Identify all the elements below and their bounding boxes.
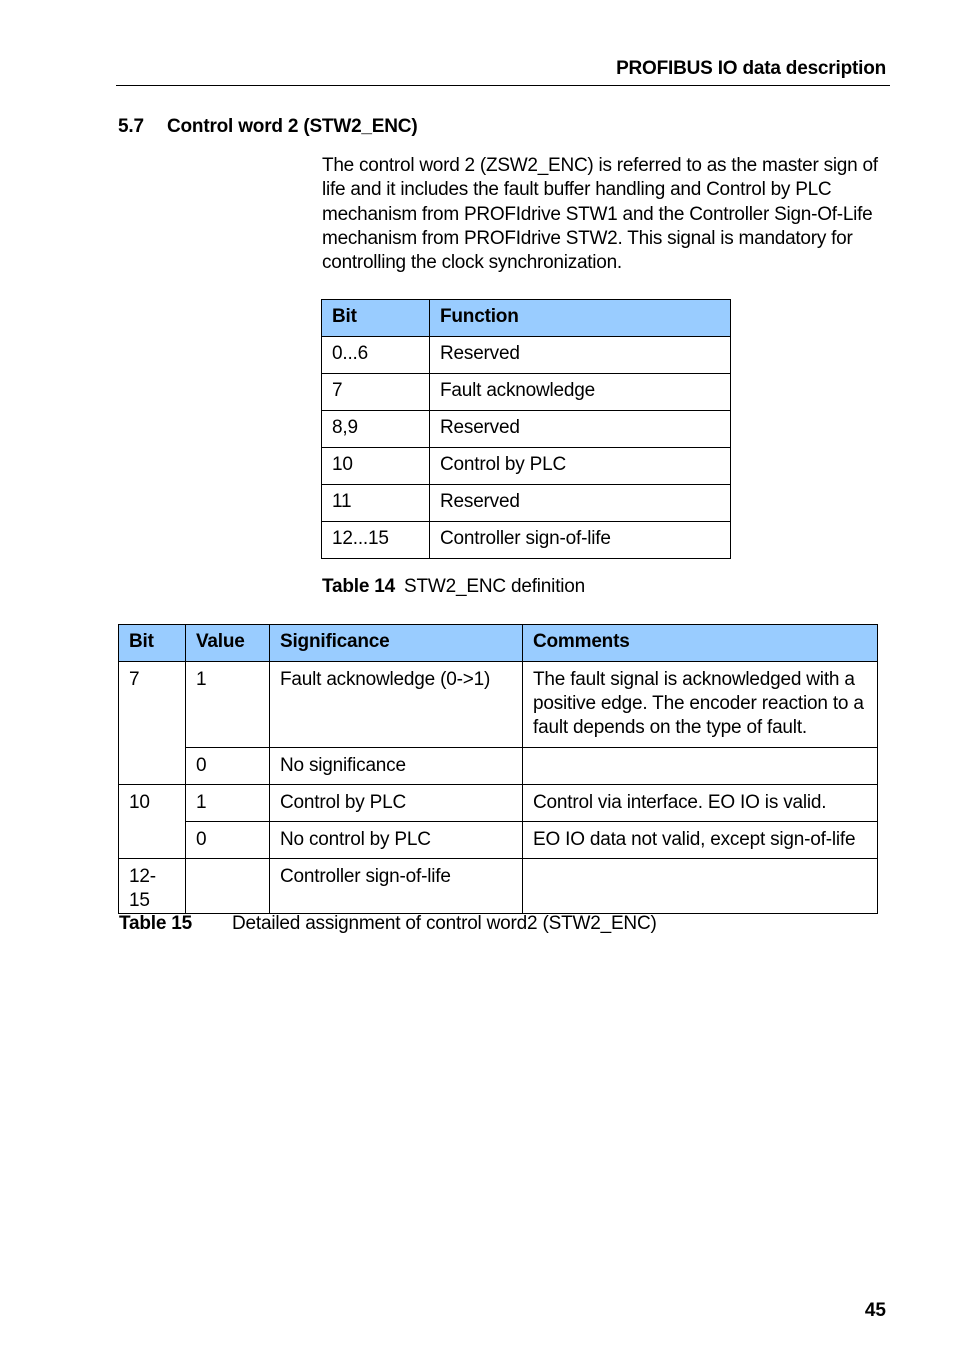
table-row (119, 662, 878, 748)
table-header-row (322, 300, 731, 337)
cell-value: 1 (186, 662, 270, 748)
cell-bit: 7 (322, 374, 430, 411)
caption-label: Table 14 (322, 576, 396, 597)
caption-label: Table 15 (119, 913, 193, 934)
table-row (322, 522, 731, 559)
header-divider (116, 85, 890, 86)
cell-bit: 10 (119, 785, 186, 859)
column-header-bit: Bit (119, 625, 186, 662)
cell-significance: Controller sign-of-life (270, 859, 523, 914)
section-heading (118, 116, 417, 138)
table-header-row (119, 625, 878, 662)
stw2-definition-table (321, 299, 731, 559)
cell-value: 1 (186, 785, 270, 822)
cell-bit: 7 (119, 662, 186, 785)
caption-text: Detailed assignment of control word2 (STW2_ENC) (232, 913, 657, 934)
cell-function: Controller sign-of-life (430, 522, 731, 559)
table-row (322, 374, 731, 411)
table-row (322, 337, 731, 374)
stw2-assignment-table (118, 624, 878, 914)
cell-significance: Fault acknowledge (0->1) (270, 662, 523, 748)
cell-bit: 12...15 (322, 522, 430, 559)
caption-text: STW2_ENC definition (404, 576, 586, 597)
page-number: 45 (864, 1300, 886, 1321)
section-title: Control word 2 (STW2_ENC) (167, 116, 418, 137)
cell-significance: No significance (270, 748, 523, 785)
table-14-caption (322, 576, 585, 598)
section-number: 5.7 (118, 116, 144, 137)
cell-comments: Control via interface. EO IO is valid. (523, 785, 878, 822)
cell-value (186, 859, 270, 914)
cell-value: 0 (186, 822, 270, 859)
table-row (322, 448, 731, 485)
cell-comments: The fault signal is acknowledged with a positive edge. The encoder reaction to a fault depends on the type of fault. (523, 662, 878, 748)
cell-comments (523, 748, 878, 785)
cell-function: Reserved (430, 485, 731, 522)
cell-bit: 12-15 (119, 859, 186, 914)
cell-bit: 11 (322, 485, 430, 522)
table-row (322, 485, 731, 522)
table-row (119, 748, 878, 785)
column-header-significance: Significance (270, 625, 523, 662)
table-15-caption (119, 913, 657, 935)
cell-significance: Control by PLC (270, 785, 523, 822)
cell-comments: EO IO data not valid, except sign-of-life (523, 822, 878, 859)
cell-significance: No control by PLC (270, 822, 523, 859)
table-row (119, 785, 878, 822)
column-header-value: Value (186, 625, 270, 662)
intro-paragraph: The control word 2 (ZSW2_ENC) is referred to as the master sign of life and it includes the fault buffer handling and Control by PLC mechanism from PROFIdrive STW1 and the Controller Sign-Of-Life mechanism from PROFIdrive STW2. This signal is mandatory for controlling the clock synchronization. (322, 155, 878, 274)
table-row (119, 822, 878, 859)
cell-bit: 8,9 (322, 411, 430, 448)
table-row (322, 411, 731, 448)
cell-function: Reserved (430, 411, 731, 448)
column-header-bit: Bit (322, 300, 430, 337)
cell-function: Fault acknowledge (430, 374, 731, 411)
cell-bit: 10 (322, 448, 430, 485)
cell-bit: 0...6 (322, 337, 430, 374)
cell-comments (523, 859, 878, 914)
cell-value: 0 (186, 748, 270, 785)
cell-function: Reserved (430, 337, 731, 374)
column-header-comments: Comments (523, 625, 878, 662)
column-header-function: Function (430, 300, 731, 337)
table-row (119, 859, 878, 914)
cell-function: Control by PLC (430, 448, 731, 485)
running-header: PROFIBUS IO data description (616, 58, 886, 79)
